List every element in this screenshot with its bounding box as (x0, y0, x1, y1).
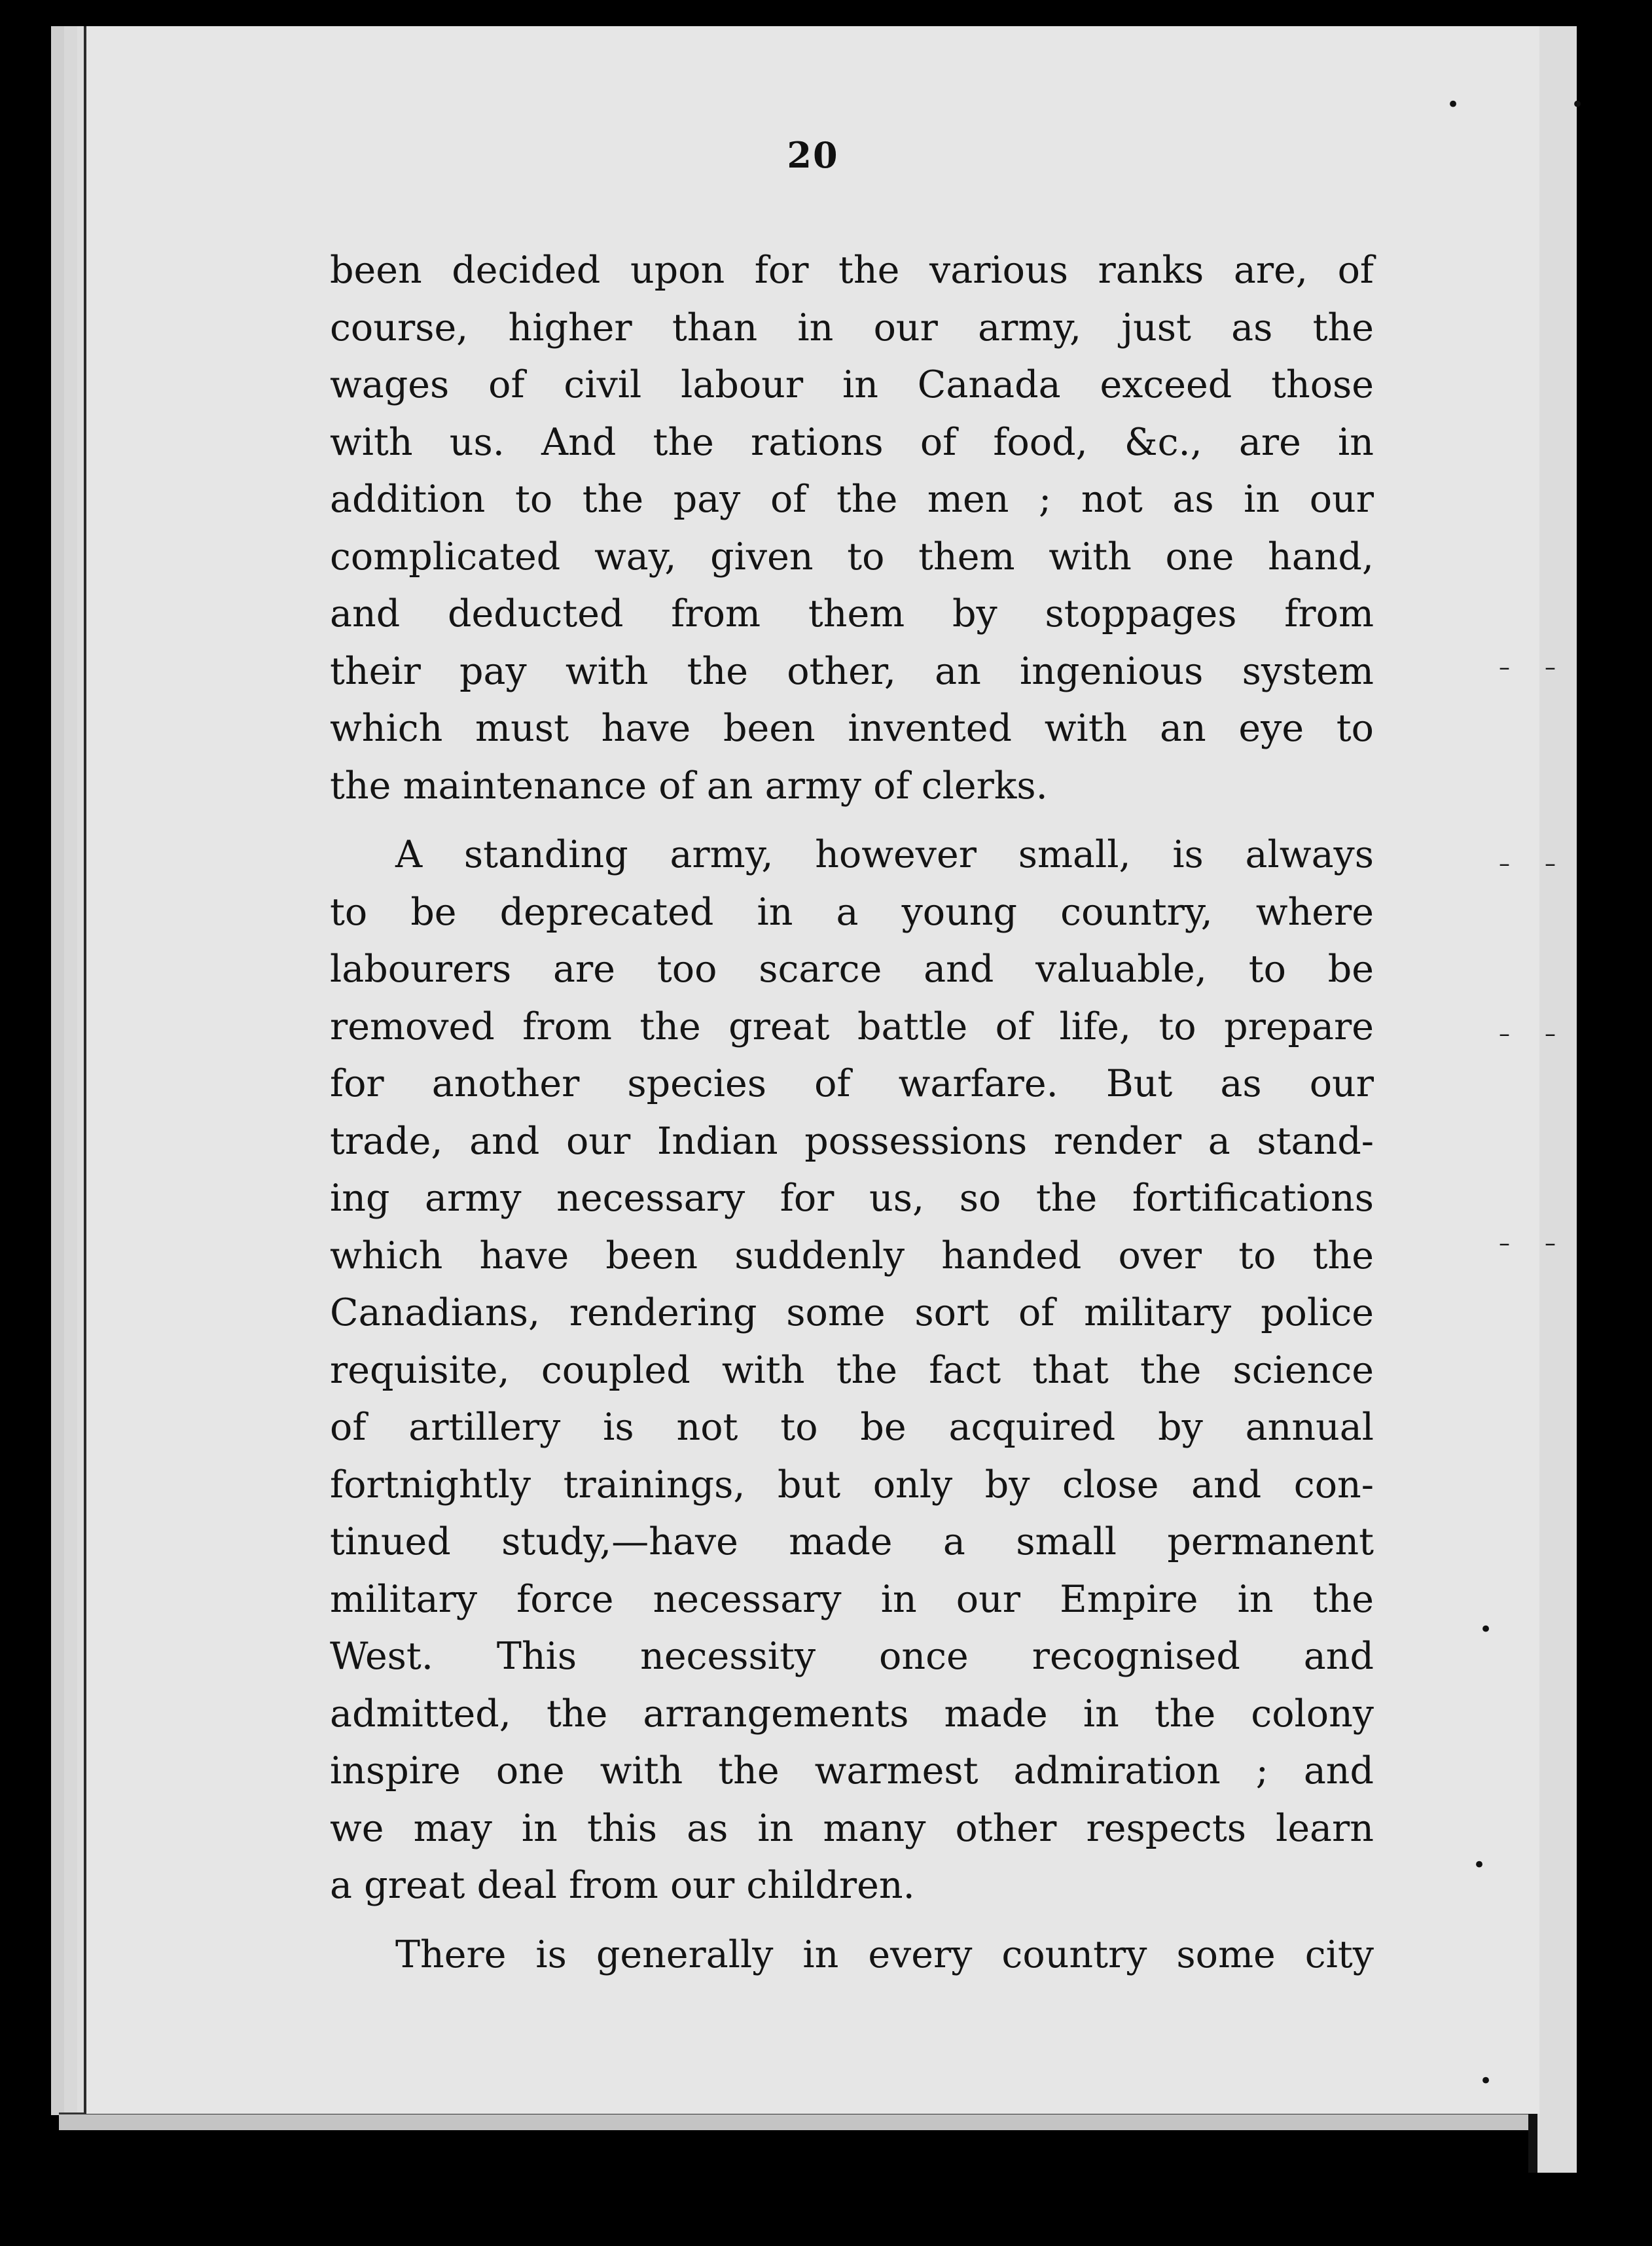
text-line: complicated way, given to them with one hand, (330, 535, 1374, 579)
binding-mark: • (1446, 92, 1460, 118)
text-line: A standing army, however small, is always (395, 833, 1374, 876)
binding-mark: • (1473, 1852, 1486, 1878)
text-line: with us. And the rations of food, &c., are in (330, 420, 1374, 464)
body-text (330, 242, 1374, 1984)
binding-mark: • (1479, 1616, 1493, 1643)
text-line: for another species of warfare. But as our (330, 1062, 1374, 1105)
binding-mark: – (1499, 1021, 1510, 1047)
page-bottom-edge (59, 2112, 1538, 2130)
binding-mark: – (1499, 654, 1510, 681)
text-line: requisite, coupled with the fact that the science (330, 1348, 1374, 1392)
text-line: trade, and our Indian possessions render a stand- (330, 1119, 1374, 1163)
text-line: Canadians, rendering some sort of military police (330, 1291, 1374, 1334)
text-line: to be deprecated in a young country, where (330, 890, 1374, 934)
binding-mark: – (1499, 1230, 1510, 1257)
binding-mark: • (1571, 92, 1585, 118)
text-line: and deducted from them by stoppages from (330, 592, 1374, 635)
text-line: which have been suddenly handed over to the (330, 1234, 1374, 1277)
text-line: West. This necessity once recognised and (330, 1635, 1374, 1678)
binding-mark: • (1479, 2068, 1493, 2094)
text-line: a great deal from our children. (330, 1864, 915, 1907)
text-line: which must have been invented with an eye to (330, 707, 1374, 750)
binding-mark: – (1545, 1021, 1556, 1047)
text-line: tinued study,—have made a small permanent (330, 1520, 1374, 1563)
binding-mark: – (1545, 654, 1556, 681)
text-line: the maintenance of an army of clerks. (330, 764, 1048, 808)
text-line: we may in this as in many other respects learn (330, 1806, 1374, 1850)
binding-mark: – (1545, 1230, 1556, 1257)
text-line: course, higher than in our army, just as the (330, 306, 1374, 349)
text-line: military force necessary in our Empire in the (330, 1577, 1374, 1621)
text-line: fortnightly trainings, but only by close and con- (330, 1463, 1374, 1506)
text-line: There is generally in every country some city (395, 1933, 1374, 1976)
text-line: labourers are too scarce and valuable, to be (330, 948, 1374, 991)
binding-mark: – (1545, 851, 1556, 877)
page-number: 20 (787, 134, 839, 176)
text-line: wages of civil labour in Canada exceed those (330, 363, 1374, 406)
text-line: of artillery is not to be acquired by annual (330, 1406, 1374, 1449)
book-page (84, 26, 1539, 2114)
text-line: their pay with the other, an ingenious system (330, 649, 1374, 693)
text-line: been decided upon for the various ranks are, of (330, 249, 1374, 292)
next-page-leaf (1537, 26, 1577, 2173)
text-line: ing army necessary for us, so the fortifications (330, 1177, 1374, 1220)
text-line: admitted, the arrangements made in the colony (330, 1692, 1374, 1736)
text-line: addition to the pay of the men ; not as in our (330, 478, 1374, 521)
text-line: inspire one with the warmest admiration ; and (330, 1749, 1374, 1792)
text-line: removed from the great battle of life, to prepare (330, 1005, 1374, 1048)
binding-mark: – (1499, 851, 1510, 877)
